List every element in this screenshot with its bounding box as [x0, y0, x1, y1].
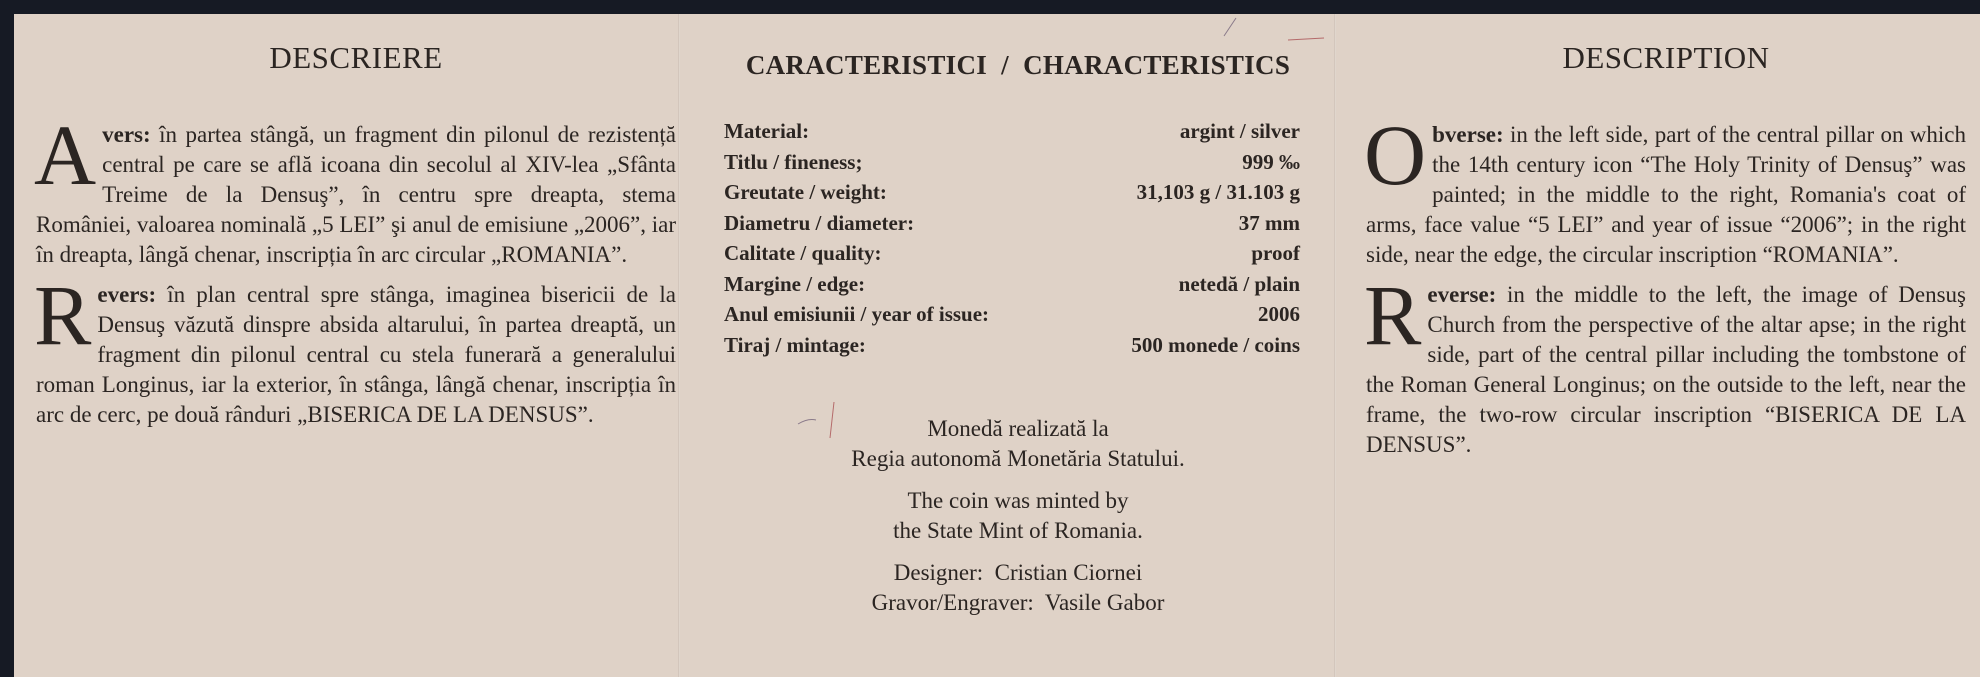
- spec-value: 37 mm: [1238, 210, 1300, 235]
- drop-cap: R: [34, 267, 92, 363]
- reverse-description-ro: [34, 267, 676, 430]
- obverse-lead-en: bverse:: [1432, 122, 1504, 147]
- ink-mark: [1214, 14, 1334, 54]
- obverse-text-ro: în partea stângă, un fragment din pilonul de rezistență central pe care se află icoana din secolul al XIV-lea „Sfânta Treime de la Densuş”, în centru spre dreapta, stema României, valoarea nominală „5 LEI” şi anul de emisiune „2006”, iar în dreapta, lângă chenar, inscripția în arc circular „ROMANIA”.: [36, 122, 676, 267]
- drop-cap: R: [1364, 267, 1422, 363]
- reverse-text-en: in the middle to the left, the image of Densuş Church from the perspective of the altar apse; in the right side, part of the central pillar including the tombstone of the Roman General Longinus; on the outside to the left, near the frame, the two-row circular inscription “BISERICA DE LA DENSUS”.: [1366, 282, 1966, 457]
- characteristics-panel: [698, 14, 1338, 677]
- mint-en-line1: The coin was minted by: [907, 488, 1129, 513]
- artists: [698, 558, 1338, 618]
- spec-row: [724, 299, 1300, 330]
- spec-label: Tiraj / mintage:: [724, 332, 866, 357]
- mint-en: [698, 486, 1338, 546]
- romanian-description-panel: [36, 14, 676, 677]
- obverse-text-en: in the left side, part of the central pillar on which the 14th century icon “The Holy Trinity of Densuş” was painted; in the middle to the right, Romania's coat of arms, face value “5 LEI” and year of issue “2006”; in the right side, near the edge, the circular inscription “ROMANIA”.: [1366, 122, 1966, 267]
- spec-label: Greutate / weight:: [724, 180, 887, 204]
- spec-row: [724, 330, 1300, 361]
- ink-mark: [794, 394, 854, 454]
- spec-label: Margine / edge:: [724, 271, 866, 296]
- spec-value: netedă / plain: [1178, 271, 1300, 296]
- specs-table: [724, 116, 1300, 360]
- spec-row: [724, 269, 1300, 300]
- description-heading: DESCRIPTION: [1562, 40, 1770, 75]
- drop-cap: O: [1364, 107, 1427, 203]
- descriere-heading: DESCRIERE: [269, 40, 443, 75]
- english-description-panel: [1366, 14, 1966, 677]
- spec-row: [724, 116, 1300, 147]
- obverse-lead-ro: vers:: [102, 122, 151, 147]
- spec-label: Diametru / diameter:: [724, 210, 915, 235]
- spec-row: [724, 238, 1300, 269]
- obverse-description-en: [1364, 107, 1966, 270]
- spec-row: [724, 147, 1300, 178]
- mint-ro-line1: Monedă realizată la: [927, 416, 1109, 441]
- spec-label: Anul emisiunii / year of issue:: [724, 302, 990, 326]
- spec-row: [724, 208, 1300, 239]
- reverse-description-en: [1364, 267, 1966, 460]
- spec-value: 999 ‰: [1242, 149, 1300, 174]
- mint-ro-line2: Regia autonomă Monetăria Statului.: [851, 446, 1185, 471]
- spec-value: 2006: [1258, 302, 1300, 326]
- coin-certificate-card: [14, 14, 1980, 677]
- engraver-credit: Gravor/Engraver: Vasile Gabor: [871, 590, 1165, 615]
- spec-value: 31,103 g / 31.103 g: [1136, 180, 1300, 204]
- designer-credit: Designer: Cristian Ciornei: [893, 560, 1143, 585]
- spec-label: Titlu / fineness;: [724, 149, 863, 174]
- fold-line-left: [678, 14, 680, 677]
- spec-label: Calitate / quality:: [724, 241, 882, 265]
- mint-en-line2: the State Mint of Romania.: [893, 518, 1143, 543]
- spec-value: 500 monede / coins: [1131, 332, 1300, 357]
- reverse-text-ro: în plan central spre stânga, imaginea bisericii de la Densuş văzută dinspre absida altarului, în partea dreaptă, un fragment din pilonul central cu stela funerară a generalului roman Longinus, iar la exterior, în stânga, lângă chenar, inscripția în arc de cerc, pe două rânduri „BISERICA DE LA DENSUS”.: [36, 282, 676, 427]
- reverse-lead-ro: evers:: [97, 282, 157, 307]
- spec-value: argint / silver: [1179, 119, 1300, 143]
- characteristics-heading: CARACTERISTICI / CHARACTERISTICS: [745, 50, 1291, 80]
- obverse-description-ro: [34, 107, 676, 270]
- spec-label: Material:: [724, 119, 810, 143]
- drop-cap: A: [34, 107, 97, 203]
- spec-value: proof: [1251, 241, 1300, 265]
- reverse-lead-en: everse:: [1427, 282, 1497, 307]
- spec-row: [724, 177, 1300, 208]
